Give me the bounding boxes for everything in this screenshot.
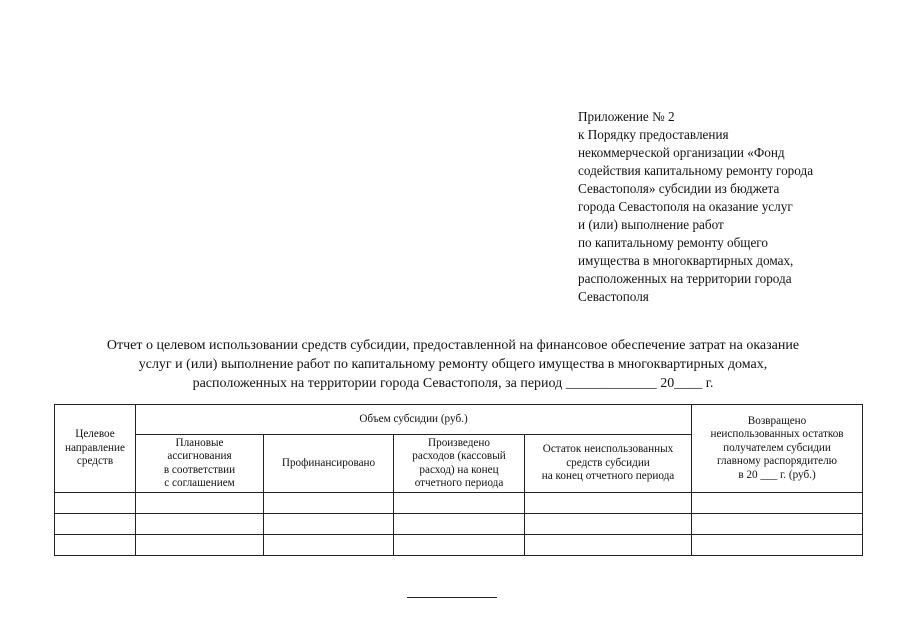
header-text: в 20 ___ г. (руб.) — [738, 468, 816, 481]
appendix-line: Севастополя» субсидии из бюджета — [578, 181, 780, 196]
table-cell — [264, 514, 394, 535]
header-text: Целевое — [75, 428, 115, 441]
table-row — [55, 493, 863, 514]
header-financed — [264, 435, 394, 493]
table-row — [55, 514, 863, 535]
appendix-line: и (или) выполнение работ — [578, 217, 724, 232]
header-text: в соответствии — [163, 463, 236, 476]
appendix-line: к Порядку предоставления — [578, 127, 729, 142]
header-text: Возвращено — [747, 414, 807, 427]
report-table — [54, 404, 863, 556]
header-returned — [692, 405, 863, 493]
table-cell — [692, 514, 863, 535]
header-text: направление — [65, 441, 125, 454]
table-cell — [55, 514, 136, 535]
appendix-line: содействия капитальному ремонту города — [578, 163, 814, 178]
appendix-line: имущества в многоквартирных домах, — [578, 253, 794, 268]
header-planned — [136, 435, 264, 493]
report-title — [40, 336, 866, 393]
table-cell — [55, 535, 136, 556]
header-text: Произведено — [428, 436, 490, 449]
table-cell — [136, 514, 264, 535]
header-text: средств — [76, 455, 114, 468]
table-cell — [394, 535, 525, 556]
header-text: получателем субсидии — [723, 441, 831, 454]
header-text: Остаток неиспользованных — [542, 443, 674, 456]
header-remainder — [525, 435, 692, 493]
header-text: Профинансировано — [281, 456, 376, 469]
footer-divider — [407, 597, 497, 598]
table-row — [55, 535, 863, 556]
title-line: услуг и (или) выполнение работ по капитальному ремонту общего имущества в многоквартирных домах, — [138, 357, 768, 372]
header-subsidy-volume: Объем субсидии (руб.) — [136, 405, 692, 435]
table-cell — [136, 535, 264, 556]
header-text: неиспользованных остатков — [710, 428, 844, 441]
table-cell — [525, 535, 692, 556]
header-text: Плановые — [175, 436, 224, 449]
header-expenses — [394, 435, 525, 493]
table-cell — [55, 493, 136, 514]
appendix-block — [578, 108, 888, 306]
header-text: расход) на конец — [419, 463, 499, 476]
header-text: расходов (кассовый — [412, 450, 506, 462]
appendix-line: некоммерческой организации «Фонд — [578, 145, 785, 160]
title-line: расположенных на территории города Севастополя, за период _____________ 20____ г. — [192, 376, 714, 391]
header-text: отчетного периода — [414, 477, 504, 489]
appendix-line: расположенных на территории города — [578, 271, 792, 286]
table-cell — [136, 493, 264, 514]
table-cell — [264, 535, 394, 556]
appendix-line: города Севастополя на оказание услуг — [578, 199, 793, 214]
table-cell — [525, 514, 692, 535]
appendix-line: по капитальному ремонту общего — [578, 235, 768, 250]
header-text: на конец отчетного периода — [541, 470, 675, 483]
table-cell — [264, 493, 394, 514]
table-cell — [394, 514, 525, 535]
header-text: ассигнования — [167, 450, 232, 462]
title-line: Отчет о целевом использовании средств субсидии, предоставленной на финансовое обеспечение затрат на оказание — [106, 338, 800, 353]
header-target-direction — [55, 405, 136, 493]
table-cell — [692, 493, 863, 514]
table-cell — [692, 535, 863, 556]
header-text: средств субсидии — [566, 456, 650, 469]
table-cell — [525, 493, 692, 514]
appendix-line: Приложение № 2 — [578, 109, 675, 124]
appendix-line: Севастополя — [578, 289, 649, 304]
header-text: главному распорядителю — [717, 455, 838, 468]
header-text: с соглашением — [164, 477, 235, 489]
table-cell — [394, 493, 525, 514]
